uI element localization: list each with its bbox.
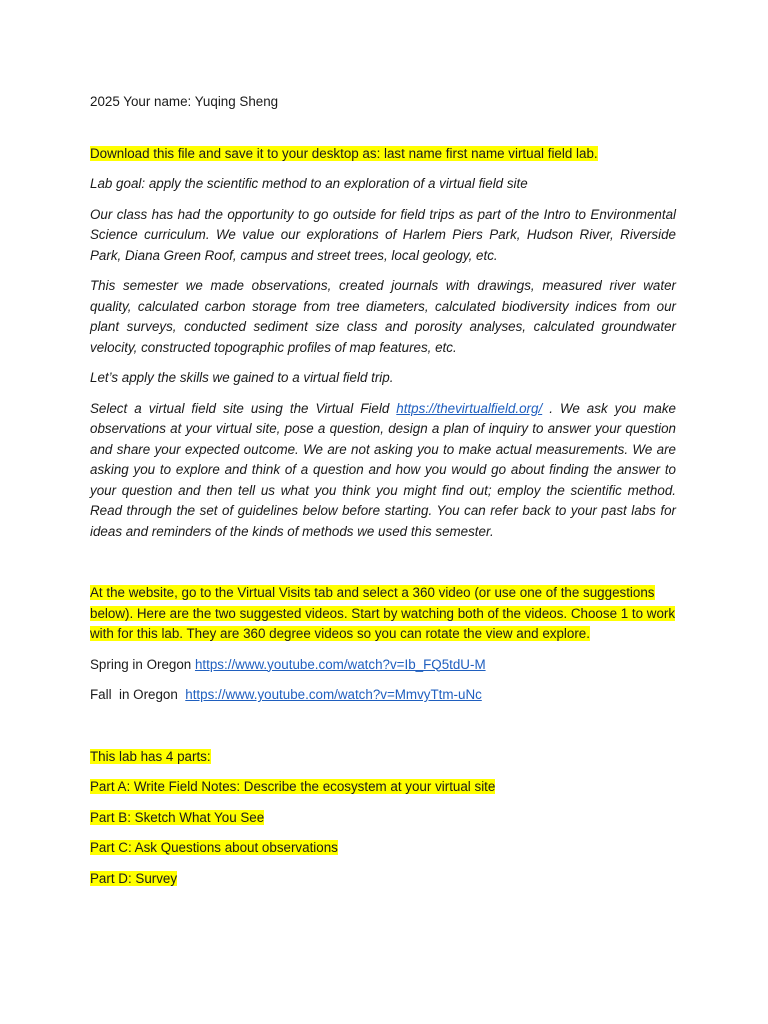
download-instruction-text: Download this file and save it to your desktop as: last name first name virtual field lab. [90, 145, 598, 161]
video-spring [90, 655, 676, 676]
parts-intro-text: This lab has 4 parts: [90, 748, 211, 764]
part-a-text: Part A: Write Field Notes: Describe the ecosystem at your virtual site [90, 779, 496, 794]
video-fall [90, 685, 676, 706]
lab-goal: Lab goal: apply the scientific method to an exploration of a virtual field site [90, 176, 528, 191]
video-fall-link[interactable]: https://www.youtube.com/watch?v=MmvyTtm-uNc [185, 687, 482, 702]
select-site-prefix: Select a virtual field site using the Virtual Field [90, 400, 397, 416]
website-instruction-part1: At the website, go to the Virtual Visits tab and select a 360 video (or use one of the suggestions below). Here are the two suggested videos. [90, 585, 655, 621]
name-line: 2025 Your name: Yuqing Sheng [90, 94, 279, 109]
parts-intro [90, 747, 676, 768]
part-d [90, 869, 676, 890]
select-site-suffix: . We ask you make observations at your virtual site, pose a question, design a plan of inquiry to answer your question and share your expected outcome. We are not asking you to make actual measurements. We are asking you to explore and think of a question and how you would go about finding the answer to your question and then tell us what you think you might find out; employ the scientific method. Read through the set of guidelines below before starting. You can refer back to your past labs for ideas and reminders of the kinds of methods we used this semester. [90, 400, 676, 539]
website-instruction [90, 583, 676, 645]
part-b-text: Part B: Sketch What You See [90, 809, 265, 825]
video-spring-label: Spring in Oregon [90, 656, 195, 672]
website-instruction-part3: Choose 1 to work with for this lab. They are 360 degree videos so you can rotate the view and explore. [90, 605, 676, 641]
download-instruction [90, 144, 676, 165]
paragraph-semester-activities: This semester we made observations, created journals with drawings, measured river water quality, calculated carbon storage from tree diameters, calculated biodiversity indices from our plant surveys, conducted sediment size class and porosity analyses, calculated groundwater velocity, constructed topographic profiles of map features, etc. [90, 278, 676, 355]
document-page [90, 92, 676, 889]
part-a [90, 777, 676, 798]
part-c-text: Part C: Ask Questions about observations [90, 840, 338, 855]
website-instruction-part2: Start by watching both of the videos. [347, 605, 568, 621]
part-d-text: Part D: Survey [90, 870, 178, 886]
video-fall-label: Fall in Oregon [90, 687, 186, 702]
video-spring-link[interactable]: https://www.youtube.com/watch?v=Ib_FQ5tdU-M [194, 656, 486, 672]
part-b [90, 808, 676, 829]
part-c [90, 838, 676, 859]
paragraph-apply-skills: Let’s apply the skills we gained to a virtual field trip. [90, 370, 394, 385]
paragraph-select-site [90, 399, 676, 543]
paragraph-class-explorations: Our class has had the opportunity to go outside for field trips as part of the Intro to Environmental Science curriculum. We value our explorations of Harlem Piers Park, Hudson River, Riverside Park, Diana Green Roof, campus and street trees, local geology, etc. [90, 206, 676, 263]
virtual-field-link[interactable]: https://thevirtualfield.org/ [396, 400, 543, 416]
